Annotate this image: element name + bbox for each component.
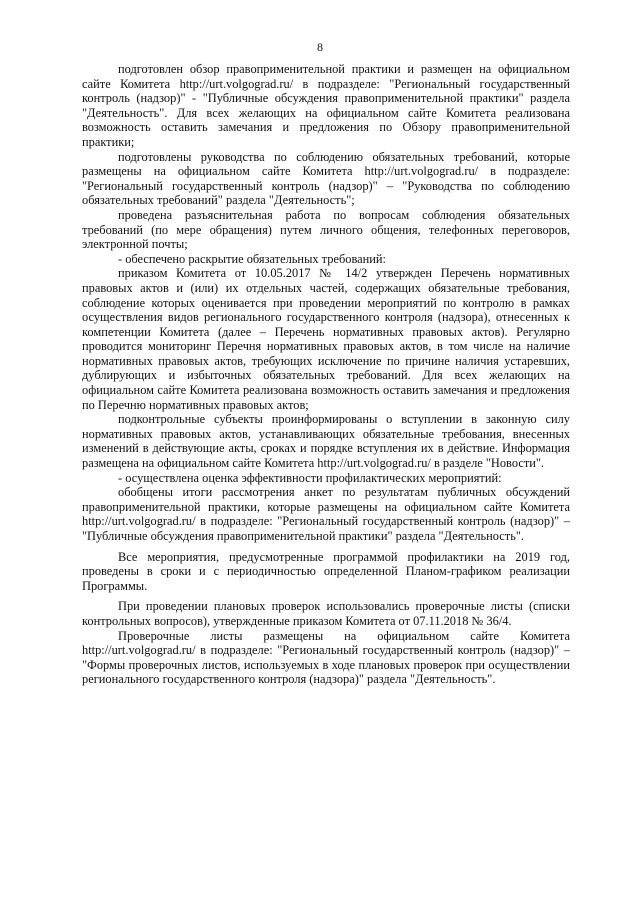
paragraph-program-completed: Все мероприятия, предусмотренные программой профилактики на 2019 год, проведены в сроки и с периодичностью определенной Планом-графиком реализации Программы. [82, 549, 570, 593]
paragraph-requirements-disclosure-heading: - обеспечено раскрытие обязательных требований: [118, 251, 386, 266]
paragraph-checklists-used: При проведении плановых проверок использовались проверочные листы (списки контрольных вопросов), утвержденные приказом Комитета от 07.11.2018 № 36/4. [82, 599, 570, 628]
paragraph-checklists-published: Проверочные листы размещены на официальном сайте Комитета http://urt.volgograd.ru/ в подразделе: "Региональный государственный контроль (надзор)" – "Формы проверочных листов, используемых в ходе плановых проверок при осуществлении регионального государственного контроля (надзора)" раздела "Деятельность". [82, 628, 570, 687]
paragraph-practice-review: подготовлен обзор правоприменительной практики и размещен на официальном сайте Комитета http://urt.volgograd.ru/ в подразделе: "Региональный государственный контроль (надзор)" - "Публичные обсуждения правоприменительной практики" раздела "Деятельность". Для всех желающих на официальном сайте Комитета реализована возможность оставить замечания и предложения по Обзору правоприменительной практики; [82, 62, 570, 149]
paragraph-compliance-guides: подготовлены руководства по соблюдению обязательных требований, которые размещены на официальном сайте Комитета http://urt.volgograd.ru/ в подразделе: "Региональный государственный контроль (надзор)" – "Руководства по соблюдению обязательных требований" раздела "Деятельность"; [82, 149, 570, 208]
paragraph-survey-results: обобщены итоги рассмотрения анкет по результатам публичных обсуждений правоприменительной практики, которые размещены на официальном сайте Комитета http://urt.volgograd.ru/ в подразделе: "Региональный государственный контроль (надзор)" – "Публичные обсуждения правоприменительной практики" раздела "Деятельность". [82, 485, 570, 543]
paragraph-regulations-list: приказом Комитета от 10.05.2017 № 14/2 утвержден Перечень нормативных правовых актов и (или) их отдельных частей, содержащих обязательные требования, соблюдение которых оценивается при проведении мероприятий по контролю в рамках осуществления видов регионального государственного контроля (надзора), отнесенных к компетенции Комитета (далее – Перечень нормативных правовых актов). Регулярно проводится мониторинг Перечня нормативных правовых актов, в том числе на наличие нормативных правовых актов, требующих исключение по причине наличия устаревших, дублирующих и избыточных обязательных требований. Для всех желающих на официальном сайте Комитета реализована возможность оставить замечания и предложения по Перечню нормативных правовых актов; [82, 266, 570, 412]
paragraph-efficiency-assessment-heading: - осуществлена оценка эффективности профилактических мероприятий: [118, 470, 502, 485]
paragraph-subjects-informed: подконтрольные субъекты проинформированы о вступлении в законную силу нормативных правовых актов, устанавливающих обязательные требования, внесенных изменений в действующие акты, сроках и порядке вступления их в действие. Информация размещена на официальном сайте Комитета http://urt.volgograd.ru/ в разделе "Новости". [82, 412, 570, 471]
document-body [82, 62, 570, 687]
page-number: 8 [317, 40, 323, 54]
paragraph-explanatory-work: проведена разъяснительная работа по вопросам соблюдения обязательных требований (по мере обращения) путем личного общения, телефонных переговоров, электронной почты; [82, 207, 570, 252]
